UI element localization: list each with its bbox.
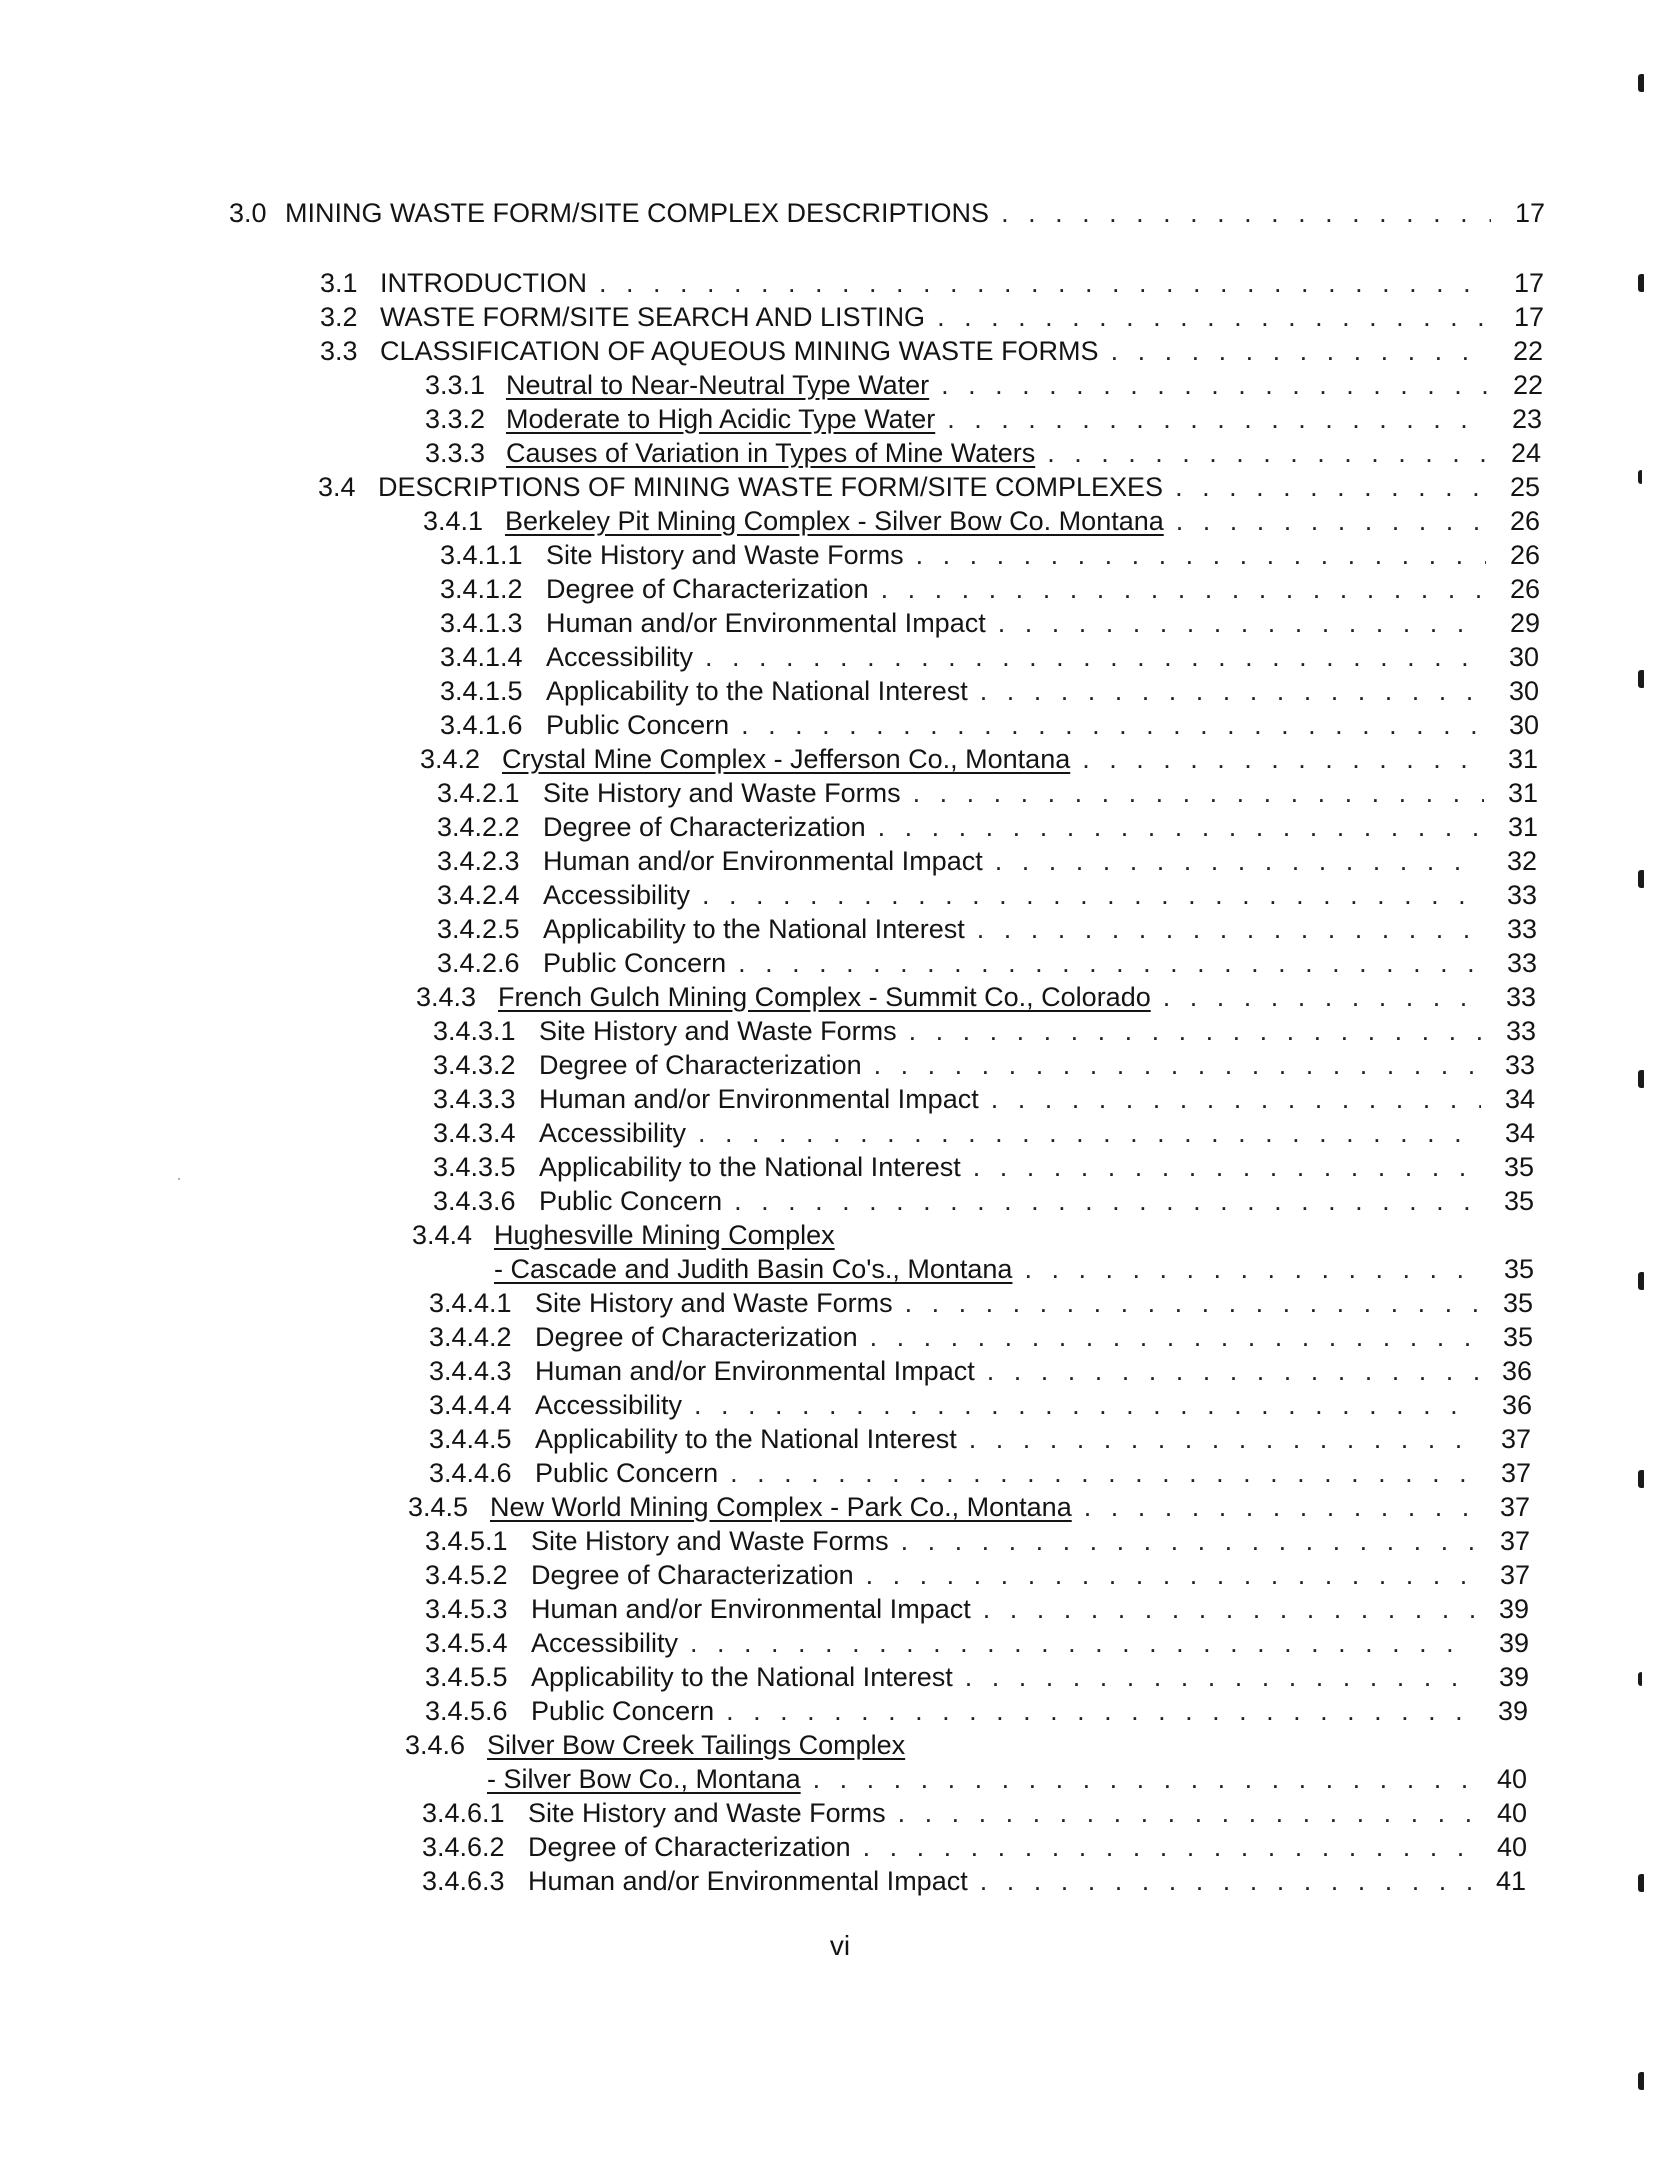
scan-mark [1638, 1672, 1642, 1686]
page-number: vi [829, 1930, 851, 1961]
toc-page: 32 [1506, 846, 1537, 876]
toc-number: 3.4.5.1 [425, 1526, 508, 1556]
toc-title: Site History and Waste Forms [528, 1798, 886, 1828]
toc-title: Moderate to High Acidic Type Water [506, 404, 936, 434]
toc-number: 3.3.2 [425, 404, 486, 434]
toc-number: 3.4.3.5 [433, 1152, 516, 1182]
toc-title: Applicability to the National Interest [535, 1424, 957, 1454]
toc-entry-3-4-6-3 [422, 1858, 1526, 1898]
scan-mark [1638, 274, 1644, 292]
toc-page: 17 [1514, 198, 1545, 228]
scan-mark [1638, 1470, 1644, 1488]
toc-title: WASTE FORM/SITE SEARCH AND LISTING [380, 302, 926, 332]
toc-title: Hughesville Mining Complex [494, 1220, 835, 1250]
toc-page: 39 [1498, 1628, 1529, 1658]
toc-number: 3.4.6.3 [422, 1866, 505, 1896]
toc-page: 36 [1501, 1356, 1532, 1386]
toc-title-continued: - Cascade and Judith Basin Co's., Montana [494, 1254, 1013, 1284]
toc-title: Site History and Waste Forms [531, 1526, 889, 1556]
toc-title: Public Concern [531, 1696, 715, 1726]
toc-title: Degree of Characterization [528, 1832, 851, 1862]
toc-number: 3.4.2 [420, 744, 481, 774]
toc-title: CLASSIFICATION OF AQUEOUS MINING WASTE FORMS [380, 336, 1099, 366]
toc-page: 33 [1506, 880, 1537, 910]
toc-title: Site History and Waste Forms [535, 1288, 893, 1318]
toc-number: 3.4.4.5 [429, 1424, 512, 1454]
dot-leader [1001, 196, 1491, 230]
toc-page: 33 [1505, 982, 1536, 1012]
dot-leader [734, 1184, 1480, 1218]
toc-number: 3.0 [229, 198, 267, 228]
toc-page: 37 [1499, 1526, 1530, 1556]
scan-mark [1638, 670, 1644, 688]
toc-title: Applicability to the National Interest [531, 1662, 953, 1692]
toc-page: 39 [1498, 1594, 1529, 1624]
toc-title: Public Concern [539, 1186, 723, 1216]
toc-page: 33 [1505, 1016, 1536, 1046]
toc-number: 3.4.1.2 [440, 574, 523, 604]
toc-number: 3.4.4.4 [429, 1390, 512, 1420]
toc-number: 3.4.1.6 [440, 710, 523, 740]
scan-mark [1638, 2072, 1644, 2090]
toc-number: 3.4.3 [416, 982, 477, 1012]
toc-entry-3-0 [229, 190, 1545, 230]
toc-page: 39 [1498, 1662, 1529, 1692]
toc-page: 37 [1500, 1458, 1531, 1488]
toc-page: 33 [1506, 948, 1537, 978]
toc-page: 17 [1513, 302, 1544, 332]
toc-title: Degree of Characterization [535, 1322, 858, 1352]
toc-number: 3.4.1.5 [440, 676, 523, 706]
toc-page: 24 [1510, 438, 1541, 468]
toc-page: 37 [1499, 1560, 1530, 1590]
toc-page: 33 [1506, 914, 1537, 944]
toc-page: 34 [1504, 1118, 1535, 1148]
toc-title: Degree of Characterization [539, 1050, 862, 1080]
toc-number: 3.4.5.3 [425, 1594, 508, 1624]
toc-title: Applicability to the National Interest [546, 676, 968, 706]
scan-mark [1638, 1272, 1644, 1290]
toc-title: INTRODUCTION [380, 268, 587, 298]
toc-title: Applicability to the National Interest [543, 914, 965, 944]
toc-title: Accessibility [531, 1628, 679, 1658]
toc-title: Site History and Waste Forms [543, 778, 901, 808]
toc-entry-3-4-5-6 [425, 1688, 1528, 1728]
toc-number: 3.4.1.1 [440, 540, 523, 570]
toc-title: MINING WASTE FORM/SITE COMPLEX DESCRIPTIONS [285, 198, 990, 228]
toc-title: Site History and Waste Forms [539, 1016, 897, 1046]
toc-page: 34 [1504, 1084, 1535, 1114]
toc-title: Berkeley Pit Mining Complex - Silver Bow Co. Montana [505, 506, 1164, 536]
toc-page: 35 [1503, 1186, 1534, 1216]
toc-number: 3.4.3.3 [433, 1084, 516, 1114]
toc-page: 37 [1499, 1492, 1530, 1522]
scan-mark [1638, 1874, 1644, 1892]
toc-page: 26 [1509, 506, 1540, 536]
toc-title: Applicability to the National Interest [539, 1152, 961, 1182]
toc-page: 40 [1496, 1764, 1527, 1794]
toc-page: 30 [1508, 710, 1539, 740]
toc-number: 3.4.5.2 [425, 1560, 508, 1590]
toc-title: Human and/or Environmental Impact [546, 608, 986, 638]
scan-mark [1638, 1070, 1644, 1088]
toc-number: 3.4.1 [423, 506, 484, 536]
dot-leader [980, 1864, 1472, 1898]
toc-title: Silver Bow Creek Tailings Complex [487, 1730, 906, 1760]
toc-page: 31 [1507, 812, 1538, 842]
toc-number: 3.4.4.3 [429, 1356, 512, 1386]
scan-mark [1638, 74, 1644, 92]
dot-leader [726, 1694, 1474, 1728]
toc-number: 3.3.1 [425, 370, 486, 400]
toc-number: 3.4.5.5 [425, 1662, 508, 1692]
toc-page: 22 [1512, 370, 1543, 400]
toc-number: 3.4.1.3 [440, 608, 523, 638]
toc-page: 36 [1501, 1390, 1532, 1420]
scan-mark [1638, 470, 1642, 484]
toc-page: 26 [1509, 574, 1540, 604]
toc-page: 39 [1497, 1696, 1528, 1726]
toc-title: Human and/or Environmental Impact [535, 1356, 975, 1386]
toc-number: 3.4.2.1 [437, 778, 520, 808]
toc-title-continued: - Silver Bow Co., Montana [487, 1764, 801, 1794]
toc-page: 31 [1507, 744, 1538, 774]
toc-page: 17 [1513, 268, 1544, 298]
toc-page: 23 [1511, 404, 1542, 434]
toc-number: 3.3 [320, 336, 358, 366]
toc-title: DESCRIPTIONS OF MINING WASTE FORM/SITE COMPLEXES [378, 472, 1164, 502]
toc-title: Human and/or Environmental Impact [543, 846, 983, 876]
toc-number: 3.4.6 [405, 1730, 466, 1760]
toc-number: 3.4.3.4 [433, 1118, 516, 1148]
toc-page: 30 [1508, 676, 1539, 706]
toc-title: New World Mining Complex - Park Co., Montana [490, 1492, 1072, 1522]
scan-mark [1638, 870, 1644, 888]
toc-title: Site History and Waste Forms [546, 540, 904, 570]
toc-page: 40 [1496, 1798, 1527, 1828]
toc-title: Causes of Variation in Types of Mine Waters [506, 438, 1036, 468]
toc-page: 35 [1502, 1322, 1533, 1352]
toc-page: 35 [1503, 1254, 1534, 1284]
toc-title: Degree of Characterization [531, 1560, 854, 1590]
toc-number: 3.4 [318, 472, 356, 502]
toc-number: 3.4.5.6 [425, 1696, 508, 1726]
toc-page: 35 [1503, 1152, 1534, 1182]
toc-number: 3.4.2.5 [437, 914, 520, 944]
toc-number: 3.4.4 [412, 1220, 473, 1250]
toc-page: 31 [1507, 778, 1538, 808]
toc-number: 3.4.2.3 [437, 846, 520, 876]
toc-title: Accessibility [539, 1118, 687, 1148]
toc-number: 3.4.5.4 [425, 1628, 508, 1658]
toc-title: Degree of Characterization [546, 574, 869, 604]
toc-number: 3.4.3.6 [433, 1186, 516, 1216]
toc-number: 3.4.4.6 [429, 1458, 512, 1488]
toc-page: 41 [1495, 1866, 1526, 1896]
toc-title: Neutral to Near-Neutral Type Water [506, 370, 930, 400]
toc-page: 33 [1504, 1050, 1535, 1080]
toc-title: Crystal Mine Complex - Jefferson Co., Montana [502, 744, 1071, 774]
toc-page: 25 [1509, 472, 1540, 502]
toc-title: Public Concern [546, 710, 730, 740]
toc-number: 3.4.2.6 [437, 948, 520, 978]
toc-page: 22 [1512, 336, 1543, 366]
toc-number: 3.4.6.1 [422, 1798, 505, 1828]
toc-title: Human and/or Environmental Impact [528, 1866, 968, 1896]
toc-number: 3.4.6.2 [422, 1832, 505, 1862]
toc-number: 3.4.3.2 [433, 1050, 516, 1080]
toc-number: 3.4.4.1 [429, 1288, 512, 1318]
toc-title: Degree of Characterization [543, 812, 866, 842]
toc-number: 3.4.4.2 [429, 1322, 512, 1352]
toc-title: Public Concern [535, 1458, 719, 1488]
toc-number: 3.2 [320, 302, 358, 332]
toc-title: Accessibility [546, 642, 694, 672]
toc-page: 37 [1500, 1424, 1531, 1454]
toc-number: 3.4.5 [408, 1492, 469, 1522]
toc-page: 35 [1502, 1288, 1533, 1318]
toc-title: Accessibility [543, 880, 691, 910]
toc-page: 26 [1509, 540, 1540, 570]
toc-number: 3.4.1.4 [440, 642, 523, 672]
toc-number: 3.1 [320, 268, 358, 298]
toc-title: French Gulch Mining Complex - Summit Co., Colorado [498, 982, 1151, 1012]
toc-title: Public Concern [543, 948, 727, 978]
toc-number: 3.4.3.1 [433, 1016, 516, 1046]
toc-title: Human and/or Environmental Impact [531, 1594, 971, 1624]
toc-entry-3-4-3-6 [433, 1178, 1534, 1218]
toc-number: 3.4.2.4 [437, 880, 520, 910]
toc-page: 40 [1496, 1832, 1527, 1862]
toc-title: Human and/or Environmental Impact [539, 1084, 979, 1114]
toc-number: 3.3.3 [425, 438, 486, 468]
toc-title: Accessibility [535, 1390, 683, 1420]
scan-speck [178, 1178, 180, 1180]
toc-page: 30 [1508, 642, 1539, 672]
toc-number: 3.4.2.2 [437, 812, 520, 842]
toc-page: 29 [1509, 608, 1540, 638]
